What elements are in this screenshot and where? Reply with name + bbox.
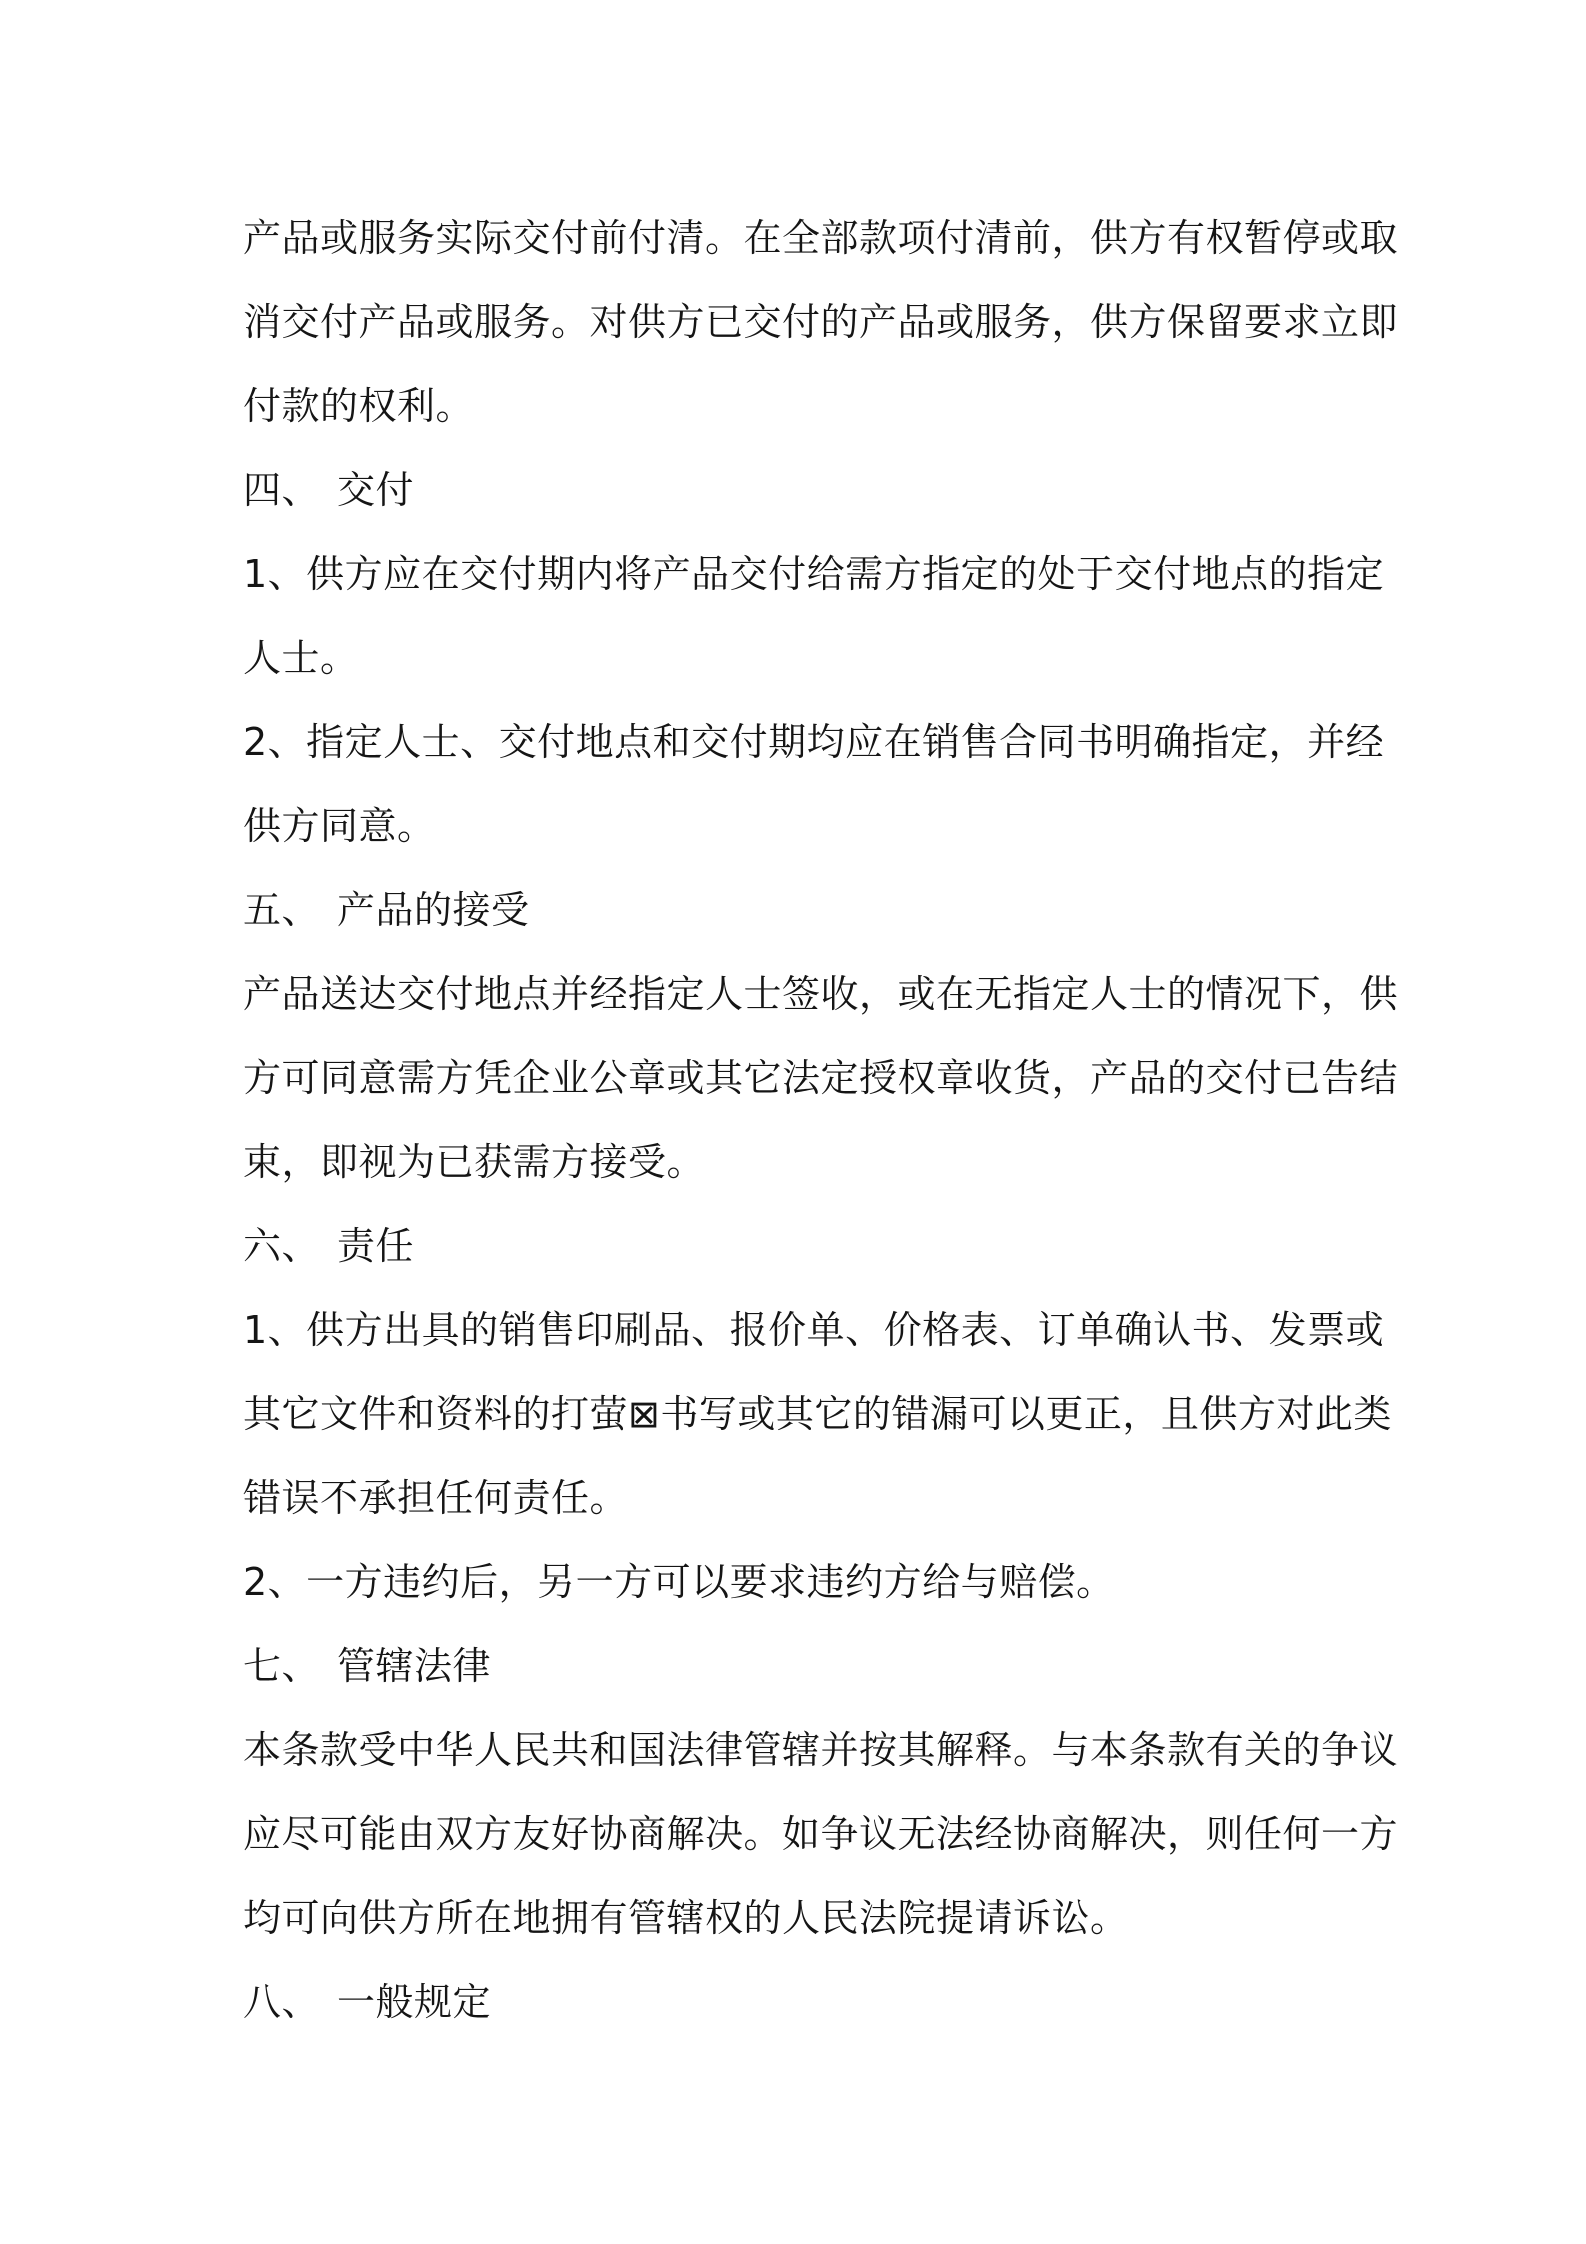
text-line: 本条款受中华人民共和国法律管辖并按其解释。与本条款有关的争议 bbox=[243, 1728, 1399, 1772]
section-title: 交付 bbox=[337, 468, 415, 512]
section-number: 六、 bbox=[243, 1224, 321, 1268]
text-line: 人士。 bbox=[243, 636, 359, 680]
text-line: 方可同意需方凭企业公章或其它法定授权章收货，产品的交付已告结 bbox=[243, 1056, 1399, 1100]
text-line: 消交付产品或服务。对供方已交付的产品或服务，供方保留要求立即 bbox=[243, 300, 1399, 344]
section-heading-delivery bbox=[243, 448, 1363, 532]
text-line: 束，即视为已获需方接受。 bbox=[243, 1140, 706, 1184]
text-line: 应尽可能由双方友好协商解决。如争议无法经协商解决，则任何一方 bbox=[243, 1812, 1399, 1856]
section-number: 五、 bbox=[243, 888, 321, 932]
section-heading-acceptance bbox=[243, 868, 1363, 952]
paragraph-liability-1 bbox=[243, 1288, 1392, 1540]
text-line: 产品送达交付地点并经指定人士签收，或在无指定人士的情况下，供 bbox=[243, 972, 1399, 1016]
paragraph-governing-law bbox=[243, 1708, 1399, 1960]
section-heading-liability bbox=[243, 1204, 1363, 1288]
text-line: 1、供方应在交付期内将产品交付给需方指定的处于交付地点的指定 bbox=[243, 552, 1385, 596]
paragraph-delivery-2 bbox=[243, 700, 1385, 868]
paragraph-payment-terms bbox=[243, 196, 1399, 448]
section-number: 七、 bbox=[243, 1644, 321, 1688]
section-title: 一般规定 bbox=[337, 1980, 492, 2024]
section-title: 责任 bbox=[337, 1224, 415, 1268]
section-number: 八、 bbox=[243, 1980, 321, 2024]
paragraph-liability-2 bbox=[243, 1540, 1363, 1624]
text-line: 1、供方出具的销售印刷品、报价单、价格表、订单确认书、发票或 bbox=[243, 1308, 1385, 1352]
section-heading-general-provisions bbox=[243, 1960, 1363, 2044]
text-line: 错误不承担任何责任。 bbox=[243, 1476, 629, 1520]
section-heading-governing-law bbox=[243, 1624, 1363, 1708]
section-title: 产品的接受 bbox=[337, 888, 530, 932]
text-line: 供方同意。 bbox=[243, 804, 436, 848]
text-line: 产品或服务实际交付前付清。在全部款项付清前，供方有权暂停或取 bbox=[243, 216, 1399, 260]
text-line: 均可向供方所在地拥有管辖权的人民法院提请诉讼。 bbox=[243, 1896, 1129, 1940]
text-line: 付款的权利。 bbox=[243, 384, 475, 428]
section-title: 管辖法律 bbox=[337, 1644, 492, 1688]
text-line: 其它文件和资料的打萤⊠书写或其它的错漏可以更正，且供方对此类 bbox=[243, 1392, 1392, 1436]
paragraph-delivery-1 bbox=[243, 532, 1385, 700]
document-body bbox=[243, 196, 1399, 2044]
section-number: 四、 bbox=[243, 468, 321, 512]
paragraph-acceptance bbox=[243, 952, 1399, 1204]
text-line: 2、指定人士、交付地点和交付期均应在销售合同书明确指定，并经 bbox=[243, 720, 1385, 764]
text-line: 2、一方违约后，另一方可以要求违约方给与赔偿。 bbox=[243, 1560, 1115, 1604]
